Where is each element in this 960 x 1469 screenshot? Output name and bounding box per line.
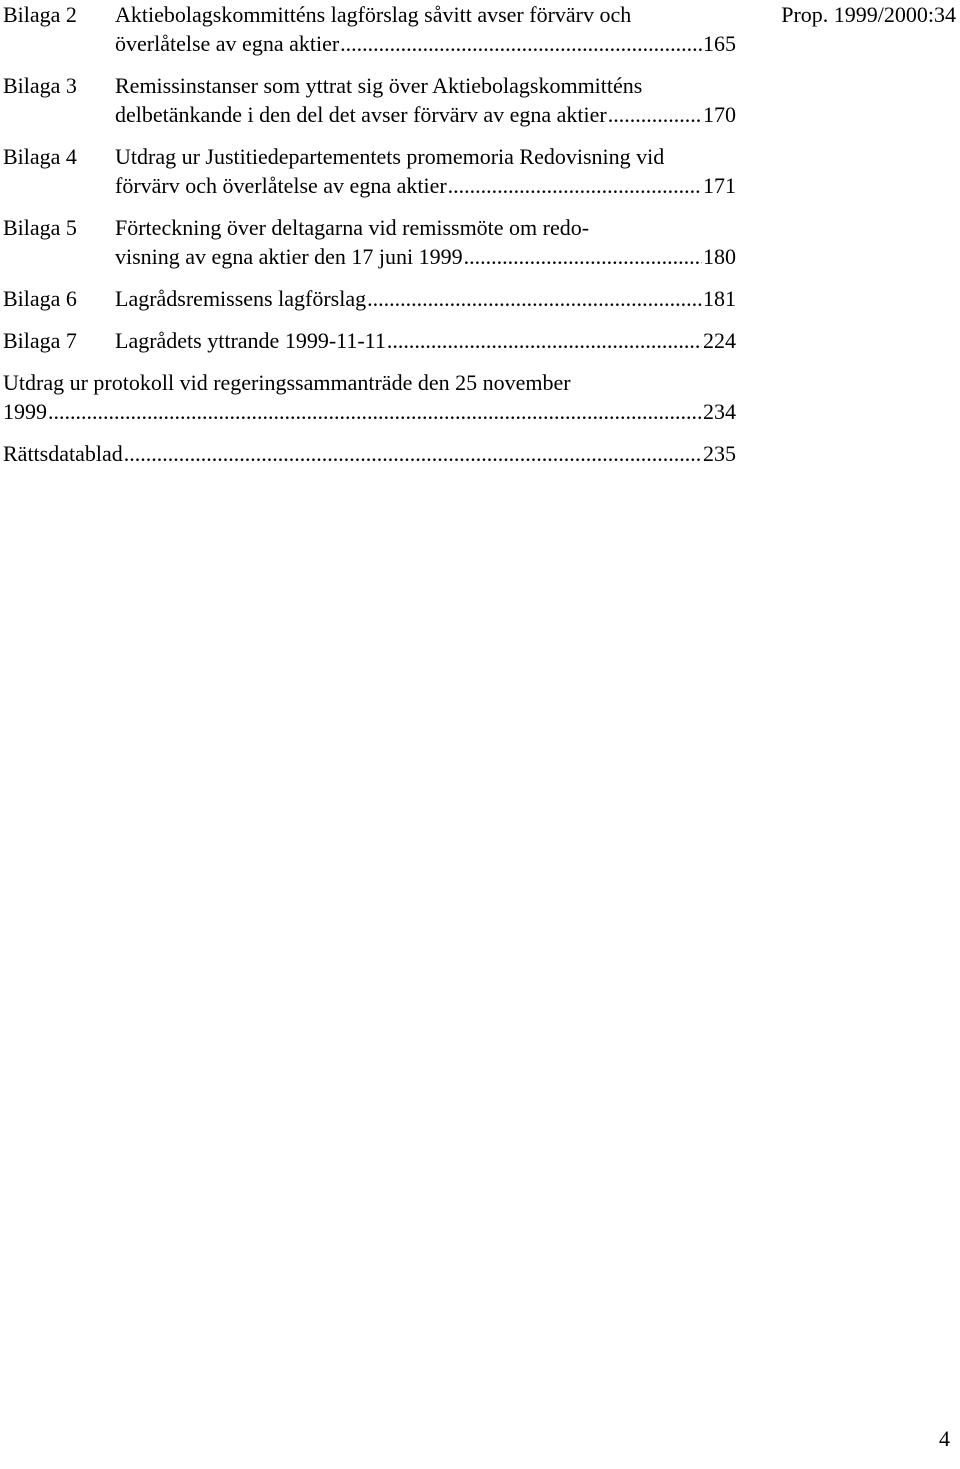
toc-entry-rattsdatablad[interactable] <box>3 439 736 468</box>
toc-page-number: 224 <box>703 328 736 353</box>
dot-leader <box>608 100 702 129</box>
document-reference: Prop. 1999/2000:34 <box>781 2 956 27</box>
dot-leader <box>464 242 702 271</box>
toc-entry-title-end: delbetänkande i den del det avser förvärv av egna aktier <box>115 102 607 127</box>
toc-entry-title-end: överlåtelse av egna aktier <box>115 31 340 56</box>
toc-entry-title-line: Aktiebolagskommitténs lagförslag såvitt avser förvärv och <box>115 2 632 27</box>
toc-entry-title-end: visning av egna aktier den 17 juni 1999 <box>115 244 463 269</box>
toc-entry-bilaga-6[interactable] <box>3 284 736 313</box>
toc-entry-label: Bilaga 5 <box>3 215 77 240</box>
toc-entry-title-end: Lagrådsremissens lagförslag <box>115 286 367 311</box>
toc-entry-title-line: Remissinstanser som yttrat sig över Aktiebolagskommitténs <box>115 73 643 98</box>
toc-page-number: 180 <box>703 244 736 269</box>
dot-leader <box>124 439 702 468</box>
toc-entry-title-line: Förteckning över deltagarna vid remissmöte om redo- <box>115 215 590 240</box>
toc-page-number: 170 <box>703 102 736 127</box>
page-number: 4 <box>939 1426 950 1451</box>
toc-entry-label: Bilaga 6 <box>3 286 77 311</box>
toc-page-number: 171 <box>703 173 736 198</box>
toc-entry-bilaga-7[interactable] <box>3 326 736 355</box>
toc-entry-title-end: förvärv och överlåtelse av egna aktier <box>115 173 447 198</box>
toc-entry-title-line: Utdrag ur protokoll vid regeringssammanträde den 25 november <box>3 370 571 395</box>
table-of-contents <box>3 0 736 481</box>
toc-entry-title-line: Utdrag ur Justitiedepartementets promemoria Redovisning vid <box>115 144 665 169</box>
toc-entry-protocol[interactable] <box>3 368 736 426</box>
toc-entry-label: Bilaga 3 <box>3 73 77 98</box>
toc-entry-title-end: Rättsdatablad <box>3 441 123 466</box>
toc-entry-title-end: Lagrådets yttrande 1999-11-11 <box>115 328 386 353</box>
dot-leader <box>448 171 702 200</box>
toc-entry-bilaga-4[interactable] <box>3 142 736 200</box>
toc-entry-bilaga-2[interactable] <box>3 0 736 58</box>
toc-page-number: 165 <box>703 31 736 56</box>
toc-page-number: 235 <box>703 441 736 466</box>
toc-page-number: 234 <box>703 399 736 424</box>
dot-leader <box>340 29 702 58</box>
toc-entry-label: Bilaga 2 <box>3 2 77 27</box>
dot-leader <box>387 326 702 355</box>
toc-entry-label: Bilaga 7 <box>3 328 77 353</box>
toc-entry-title-end: 1999 <box>3 399 47 424</box>
toc-entry-bilaga-5[interactable] <box>3 213 736 271</box>
toc-page-number: 181 <box>703 286 736 311</box>
dot-leader <box>48 397 702 426</box>
dot-leader <box>367 284 702 313</box>
toc-entry-label: Bilaga 4 <box>3 144 77 169</box>
toc-entry-bilaga-3[interactable] <box>3 71 736 129</box>
